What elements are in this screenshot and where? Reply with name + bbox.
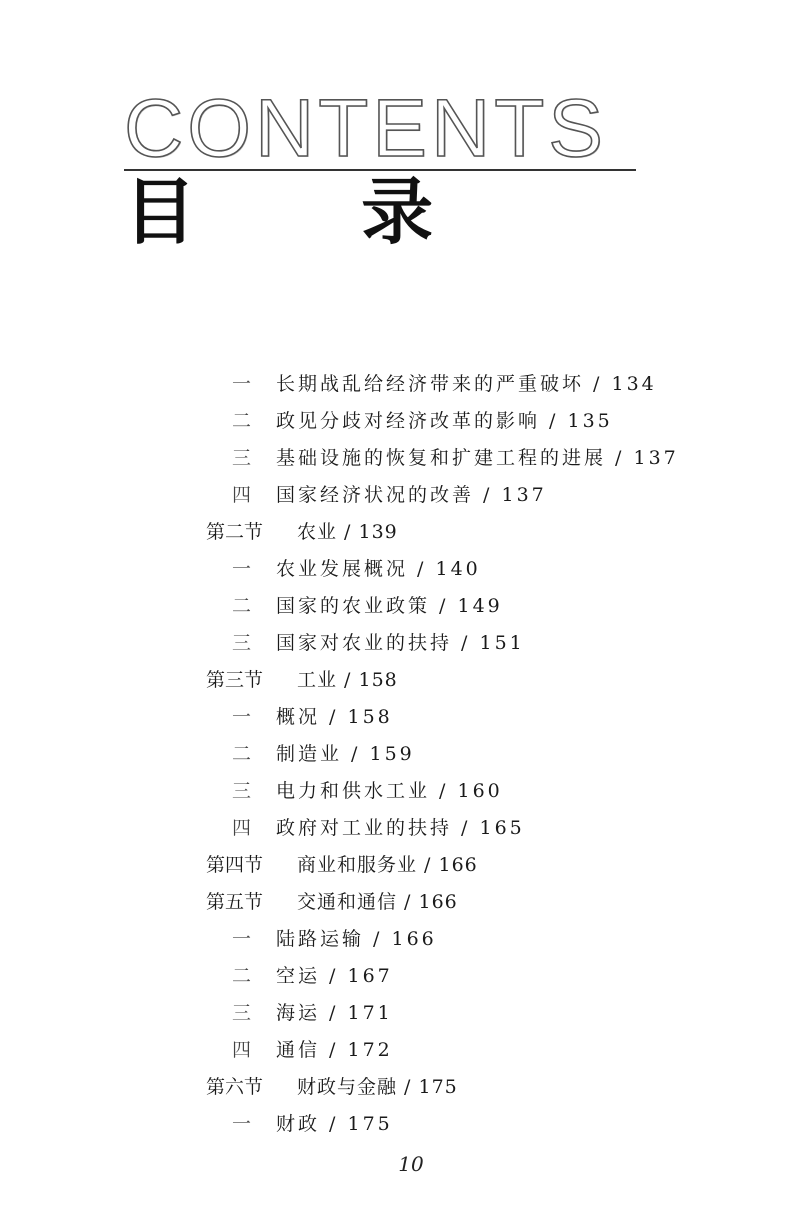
toc-entry[interactable] — [0, 847, 800, 884]
toc-entry-text: 工业 / 158 — [297, 669, 398, 691]
toc-entry-text: 通信 / 172 — [276, 1039, 393, 1061]
toc-entry-text: 农业 / 139 — [297, 521, 398, 543]
toc-entry-number: 一 — [232, 928, 252, 950]
toc-entry[interactable] — [0, 1032, 800, 1069]
toc-entry-text: 商业和服务业 / 166 — [297, 854, 478, 876]
toc-entry[interactable] — [0, 477, 800, 514]
toc-entry-text: 陆路运输 / 166 — [276, 928, 437, 950]
toc-entry-number: 一 — [232, 558, 252, 580]
toc-entry-number: 四 — [232, 484, 252, 506]
toc-entry-number: 第四节 — [206, 854, 264, 876]
toc-entry[interactable] — [0, 551, 800, 588]
toc-entry-text: 电力和供水工业 / 160 — [276, 780, 503, 802]
toc-entry[interactable] — [0, 699, 800, 736]
toc-entry-text: 农业发展概况 / 140 — [276, 558, 481, 580]
page-number: 10 — [398, 1152, 424, 1176]
toc-entry-text: 海运 / 171 — [276, 1002, 393, 1024]
toc-entry[interactable] — [0, 921, 800, 958]
toc-entry-text: 国家经济状况的改善 / 137 — [276, 484, 547, 506]
toc-entry-number: 二 — [232, 595, 252, 617]
toc-entry-number: 二 — [232, 743, 252, 765]
toc-entry-text: 政府对工业的扶持 / 165 — [276, 817, 525, 839]
toc-entry[interactable] — [0, 514, 800, 551]
toc-entry-number: 一 — [232, 706, 252, 728]
toc-entry[interactable] — [0, 884, 800, 921]
toc-entry-number: 二 — [232, 965, 252, 987]
toc-entry-number: 四 — [232, 817, 252, 839]
toc-entry-text: 国家的农业政策 / 149 — [276, 595, 503, 617]
toc-entry[interactable] — [0, 403, 800, 440]
toc-entry[interactable] — [0, 810, 800, 847]
toc-entry[interactable] — [0, 736, 800, 773]
toc-entry-number: 四 — [232, 1039, 252, 1061]
toc-entry[interactable] — [0, 440, 800, 477]
toc-entry-number: 一 — [232, 1113, 252, 1135]
toc-entry-number: 二 — [232, 410, 252, 432]
toc-entry[interactable] — [0, 625, 800, 662]
toc-entry-text: 财政 / 175 — [276, 1113, 393, 1135]
page-title: 目 录 — [124, 170, 504, 254]
toc-entry-text: 财政与金融 / 175 — [297, 1076, 458, 1098]
toc-entry-number: 第三节 — [206, 669, 264, 691]
table-of-contents — [0, 366, 800, 1143]
toc-entry-text: 国家对农业的扶持 / 151 — [276, 632, 525, 654]
toc-entry-text: 空运 / 167 — [276, 965, 393, 987]
toc-entry-number: 一 — [232, 373, 252, 395]
toc-entry-number: 第六节 — [206, 1076, 264, 1098]
contents-heading: CONTENTS — [124, 83, 607, 174]
toc-entry[interactable] — [0, 958, 800, 995]
toc-entry-number: 三 — [232, 1002, 252, 1024]
toc-entry[interactable] — [0, 773, 800, 810]
toc-entry-text: 基础设施的恢复和扩建工程的进展 / 137 — [276, 447, 679, 469]
toc-entry-text: 长期战乱给经济带来的严重破坏 / 134 — [276, 373, 657, 395]
toc-entry-text: 概况 / 158 — [276, 706, 393, 728]
toc-entry[interactable] — [0, 995, 800, 1032]
toc-entry-text: 交通和通信 / 166 — [297, 891, 458, 913]
toc-entry-number: 第二节 — [206, 521, 264, 543]
toc-entry-number: 三 — [232, 632, 252, 654]
toc-entry[interactable] — [0, 366, 800, 403]
toc-entry-number: 第五节 — [206, 891, 264, 913]
toc-entry[interactable] — [0, 588, 800, 625]
toc-entry[interactable] — [0, 1106, 800, 1143]
toc-entry-number: 三 — [232, 447, 252, 469]
toc-entry-text: 政见分歧对经济改革的影响 / 135 — [276, 410, 613, 432]
toc-entry[interactable] — [0, 1069, 800, 1106]
toc-entry[interactable] — [0, 662, 800, 699]
toc-entry-text: 制造业 / 159 — [276, 743, 415, 765]
toc-entry-number: 三 — [232, 780, 252, 802]
